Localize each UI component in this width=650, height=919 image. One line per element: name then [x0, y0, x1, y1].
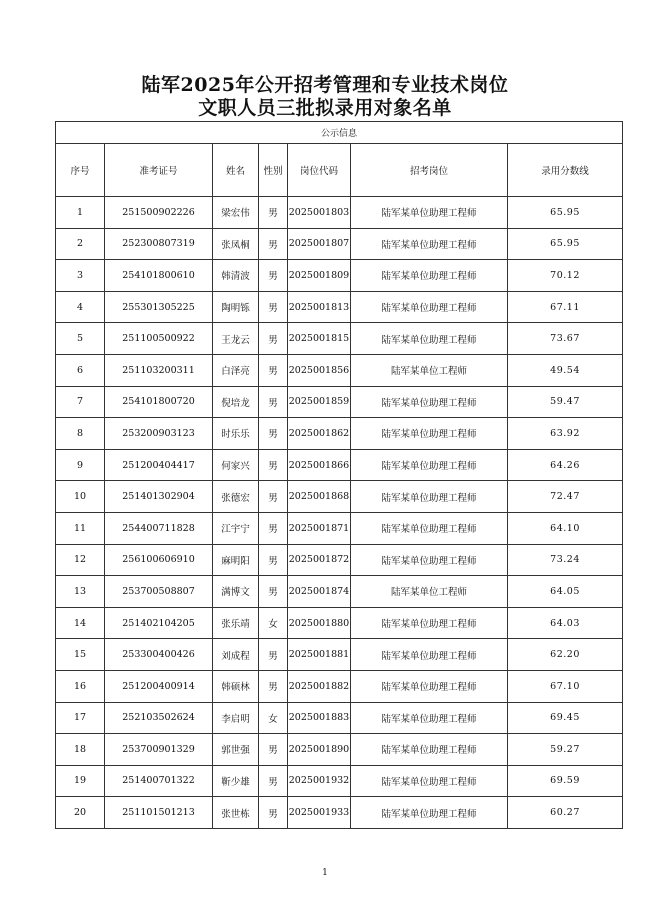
cell-position: 陆军某单位助理工程师: [351, 418, 508, 450]
cell-name: 梁宏伟: [213, 197, 259, 229]
cell-gender: 女: [259, 702, 288, 734]
cell-gender: 男: [259, 449, 288, 481]
cell-gender: 男: [259, 228, 288, 260]
cell-exam-id: 253700901329: [105, 734, 213, 766]
cell-name: 何家兴: [213, 449, 259, 481]
table-row: [56, 765, 623, 797]
cell-name: 张乐靖: [213, 607, 259, 639]
cell-index: 18: [56, 734, 105, 766]
cell-position-code: 2025001862: [288, 418, 351, 450]
cell-score: 62.20: [508, 639, 623, 671]
cell-gender: 男: [259, 512, 288, 544]
cell-position-code: 2025001881: [288, 639, 351, 671]
cell-gender: 男: [259, 544, 288, 576]
cell-name: 张世栋: [213, 797, 259, 829]
cell-name: 麻明阳: [213, 544, 259, 576]
table-row: [56, 354, 623, 386]
cell-position-code: 2025001890: [288, 734, 351, 766]
cell-name: 李启明: [213, 702, 259, 734]
cell-exam-id: 251100500922: [105, 323, 213, 355]
cell-gender: 男: [259, 481, 288, 513]
cell-exam-id: 251200404417: [105, 449, 213, 481]
cell-index: 17: [56, 702, 105, 734]
table-row: [56, 544, 623, 576]
cell-position-code: 2025001813: [288, 291, 351, 323]
column-header-position-code: 岗位代码: [288, 144, 351, 197]
cell-gender: 男: [259, 765, 288, 797]
cell-exam-id: 251402104205: [105, 607, 213, 639]
cell-score: 72.47: [508, 481, 623, 513]
cell-name: 满博文: [213, 576, 259, 608]
cell-position-code: 2025001859: [288, 386, 351, 418]
cell-position-code: 2025001803: [288, 197, 351, 229]
cell-name: 张德宏: [213, 481, 259, 513]
cell-exam-id: 253200903123: [105, 418, 213, 450]
cell-position-code: 2025001809: [288, 260, 351, 292]
table-row: [56, 481, 623, 513]
cell-gender: 男: [259, 576, 288, 608]
candidate-table: [55, 121, 623, 829]
cell-position: 陆军某单位助理工程师: [351, 228, 508, 260]
cell-exam-id: 251103200311: [105, 354, 213, 386]
cell-score: 69.45: [508, 702, 623, 734]
cell-position: 陆军某单位助理工程师: [351, 512, 508, 544]
cell-exam-id: 256100606910: [105, 544, 213, 576]
cell-score: 49.54: [508, 354, 623, 386]
cell-position-code: 2025001871: [288, 512, 351, 544]
table-row: [56, 734, 623, 766]
cell-exam-id: 254101800720: [105, 386, 213, 418]
column-header-index: 序号: [56, 144, 105, 197]
cell-index: 3: [56, 260, 105, 292]
cell-index: 7: [56, 386, 105, 418]
cell-name: 王龙云: [213, 323, 259, 355]
cell-index: 2: [56, 228, 105, 260]
table-row: [56, 228, 623, 260]
cell-score: 73.67: [508, 323, 623, 355]
cell-index: 6: [56, 354, 105, 386]
cell-score: 67.11: [508, 291, 623, 323]
cell-position-code: 2025001866: [288, 449, 351, 481]
page-number: 1: [322, 868, 328, 878]
table-row: [56, 607, 623, 639]
cell-name: 张凤桐: [213, 228, 259, 260]
table-row: [56, 512, 623, 544]
cell-gender: 男: [259, 797, 288, 829]
cell-score: 69.59: [508, 765, 623, 797]
cell-position-code: 2025001880: [288, 607, 351, 639]
cell-gender: 男: [259, 197, 288, 229]
cell-index: 1: [56, 197, 105, 229]
cell-position: 陆军某单位助理工程师: [351, 702, 508, 734]
cell-index: 10: [56, 481, 105, 513]
table-caption: 公示信息: [56, 122, 623, 144]
cell-score: 64.26: [508, 449, 623, 481]
cell-name: 靳少雄: [213, 765, 259, 797]
cell-exam-id: 251200400914: [105, 670, 213, 702]
cell-name: 刘成程: [213, 639, 259, 671]
cell-name: 时乐乐: [213, 418, 259, 450]
cell-exam-id: 253300400426: [105, 639, 213, 671]
table-row: [56, 449, 623, 481]
column-header-score: 录用分数线: [508, 144, 623, 197]
cell-score: 73.24: [508, 544, 623, 576]
cell-position-code: 2025001932: [288, 765, 351, 797]
table-caption-row: [56, 122, 623, 144]
cell-index: 5: [56, 323, 105, 355]
cell-position-code: 2025001815: [288, 323, 351, 355]
cell-score: 63.92: [508, 418, 623, 450]
table-row: [56, 386, 623, 418]
cell-position: 陆军某单位助理工程师: [351, 797, 508, 829]
cell-index: 11: [56, 512, 105, 544]
cell-index: 14: [56, 607, 105, 639]
cell-index: 9: [56, 449, 105, 481]
cell-score: 65.95: [508, 197, 623, 229]
cell-exam-id: 251401302904: [105, 481, 213, 513]
table-row: [56, 702, 623, 734]
cell-position: 陆军某单位助理工程师: [351, 639, 508, 671]
table-row: [56, 670, 623, 702]
cell-position-code: 2025001807: [288, 228, 351, 260]
table-body: [56, 197, 623, 829]
cell-position: 陆军某单位助理工程师: [351, 481, 508, 513]
cell-gender: 男: [259, 354, 288, 386]
cell-gender: 男: [259, 670, 288, 702]
document-title-line-1: 陆军2025年公开招考管理和专业技术岗位: [141, 74, 509, 96]
cell-gender: 男: [259, 734, 288, 766]
cell-exam-id: 254101800610: [105, 260, 213, 292]
cell-position: 陆军某单位助理工程师: [351, 765, 508, 797]
column-header-name: 姓名: [213, 144, 259, 197]
cell-exam-id: 254400711828: [105, 512, 213, 544]
cell-position-code: 2025001874: [288, 576, 351, 608]
cell-gender: 男: [259, 323, 288, 355]
cell-exam-id: 251500902226: [105, 197, 213, 229]
cell-position: 陆军某单位助理工程师: [351, 607, 508, 639]
table-header-row: [56, 144, 623, 197]
cell-exam-id: 255301305225: [105, 291, 213, 323]
table-row: [56, 291, 623, 323]
table-row: [56, 576, 623, 608]
cell-name: 韩清波: [213, 260, 259, 292]
column-header-position: 招考岗位: [351, 144, 508, 197]
table-row: [56, 260, 623, 292]
cell-exam-id: 252103502624: [105, 702, 213, 734]
cell-gender: 男: [259, 291, 288, 323]
cell-score: 67.10: [508, 670, 623, 702]
cell-position: 陆军某单位工程师: [351, 354, 508, 386]
cell-position: 陆军某单位工程师: [351, 576, 508, 608]
cell-index: 16: [56, 670, 105, 702]
cell-score: 64.03: [508, 607, 623, 639]
column-header-exam-id: 准考证号: [105, 144, 213, 197]
cell-position: 陆军某单位助理工程师: [351, 449, 508, 481]
cell-position: 陆军某单位助理工程师: [351, 734, 508, 766]
cell-index: 19: [56, 765, 105, 797]
table-row: [56, 323, 623, 355]
cell-exam-id: 251101501213: [105, 797, 213, 829]
cell-gender: 男: [259, 260, 288, 292]
cell-position: 陆军某单位助理工程师: [351, 670, 508, 702]
cell-score: 59.27: [508, 734, 623, 766]
cell-exam-id: 252300807319: [105, 228, 213, 260]
cell-name: 陶明铄: [213, 291, 259, 323]
cell-position-code: 2025001883: [288, 702, 351, 734]
cell-name: 郭世强: [213, 734, 259, 766]
cell-position: 陆军某单位助理工程师: [351, 323, 508, 355]
cell-position-code: 2025001933: [288, 797, 351, 829]
cell-exam-id: 251400701322: [105, 765, 213, 797]
cell-index: 12: [56, 544, 105, 576]
cell-position: 陆军某单位助理工程师: [351, 260, 508, 292]
cell-position-code: 2025001872: [288, 544, 351, 576]
table-row: [56, 418, 623, 450]
cell-position: 陆军某单位助理工程师: [351, 544, 508, 576]
cell-position: 陆军某单位助理工程师: [351, 197, 508, 229]
cell-name: 白泽亮: [213, 354, 259, 386]
cell-gender: 男: [259, 639, 288, 671]
cell-name: 韩硕林: [213, 670, 259, 702]
cell-index: 20: [56, 797, 105, 829]
cell-index: 15: [56, 639, 105, 671]
document-title-line-2: 文职人员三批拟录用对象名单: [198, 97, 452, 119]
table-row: [56, 639, 623, 671]
cell-position-code: 2025001868: [288, 481, 351, 513]
cell-position: 陆军某单位助理工程师: [351, 386, 508, 418]
cell-exam-id: 253700508807: [105, 576, 213, 608]
cell-index: 8: [56, 418, 105, 450]
table-row: [56, 797, 623, 829]
cell-name: 江宇宁: [213, 512, 259, 544]
cell-score: 60.27: [508, 797, 623, 829]
cell-position-code: 2025001882: [288, 670, 351, 702]
cell-score: 64.10: [508, 512, 623, 544]
cell-name: 倪培龙: [213, 386, 259, 418]
cell-index: 4: [56, 291, 105, 323]
cell-gender: 男: [259, 386, 288, 418]
cell-index: 13: [56, 576, 105, 608]
cell-score: 59.47: [508, 386, 623, 418]
cell-position-code: 2025001856: [288, 354, 351, 386]
cell-position: 陆军某单位助理工程师: [351, 291, 508, 323]
column-header-gender: 性别: [259, 144, 288, 197]
cell-score: 65.95: [508, 228, 623, 260]
cell-score: 70.12: [508, 260, 623, 292]
cell-gender: 男: [259, 418, 288, 450]
table-row: [56, 197, 623, 229]
cell-gender: 女: [259, 607, 288, 639]
cell-score: 64.05: [508, 576, 623, 608]
